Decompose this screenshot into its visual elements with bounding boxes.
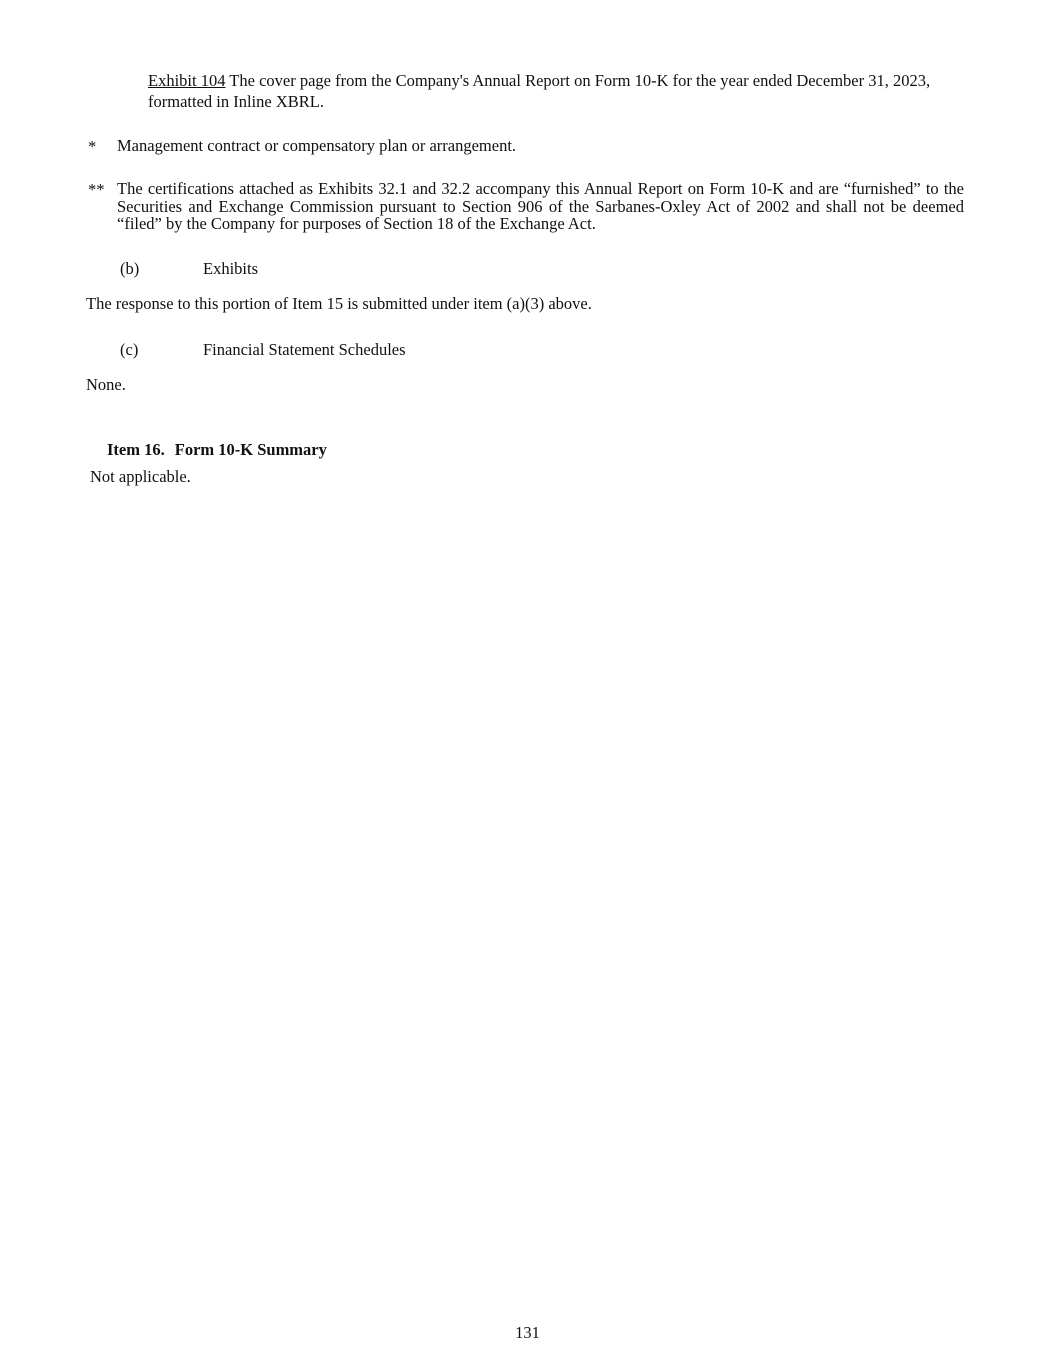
footnote-certifications (88, 180, 964, 233)
exhibit-104-link[interactable]: Exhibit 104 (148, 71, 226, 90)
exhibits-response-text: The response to this portion of Item 15 is submitted under item (a)(3) above. (86, 294, 592, 313)
item-number: Item 16. (107, 440, 165, 459)
schedules-response-text: None. (86, 375, 126, 394)
exhibit-104-entry (148, 70, 978, 112)
footnote-text: The certifications attached as Exhibits 32.1 and 32.2 accompany this Annual Report on Form 10-K and are “furnished” to the Securities and Exchange Commission pursuant to Section 906 of the Sarbanes-Oxley Act of 2002 and shall not be deemed “filed” by the Company for purposes of Section 18 of the Exchange Act. (117, 179, 964, 233)
subheading-label: Financial Statement Schedules (203, 340, 406, 359)
footnote-marker: ** (88, 180, 105, 199)
subheading-letter: (b) (120, 259, 140, 278)
item-16-body: Not applicable. (90, 467, 191, 486)
footnote-text: Management contract or compensatory plan or arrangement. (117, 136, 517, 155)
item-16-heading (107, 440, 327, 460)
page-number: 131 (515, 1323, 540, 1342)
subheading-label: Exhibits (203, 259, 259, 278)
footnote-management-contract (88, 137, 964, 155)
exhibit-104-description: The cover page from the Company's Annual Report on Form 10-K for the year ended December 31, 2023, formatted in Inline XBRL. (148, 71, 931, 111)
footnote-marker: * (88, 137, 97, 156)
item-title: Form 10-K Summary (174, 440, 327, 459)
subheading-letter: (c) (120, 340, 139, 359)
